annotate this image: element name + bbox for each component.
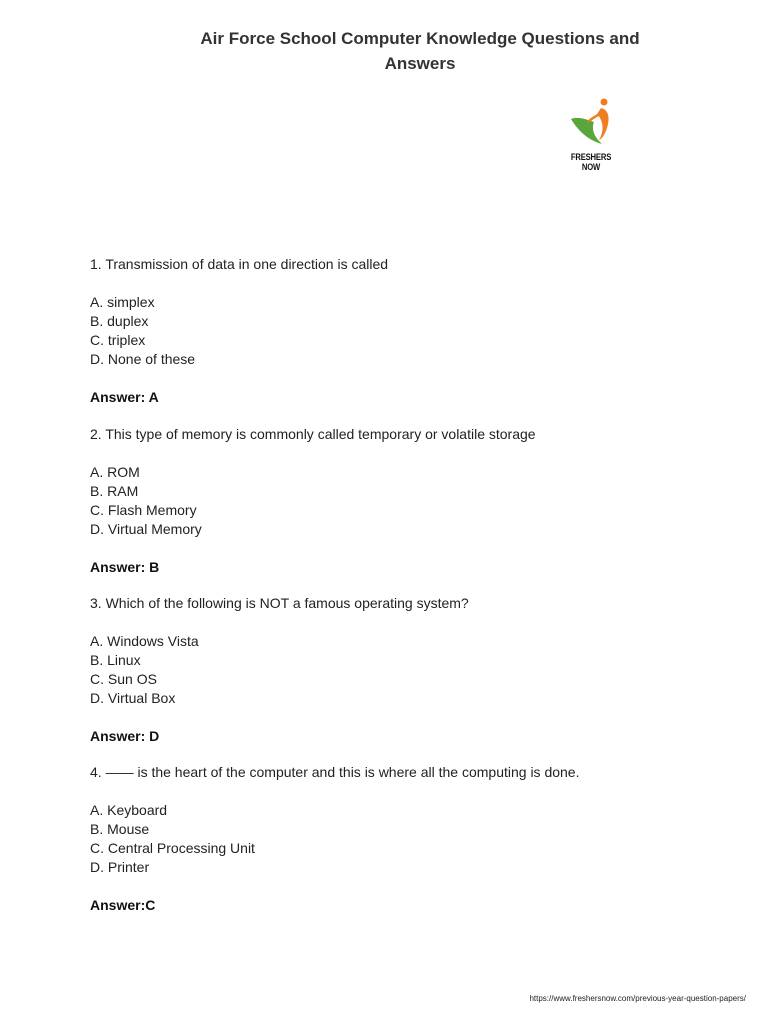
option-b: B. Mouse <box>90 821 150 837</box>
question-text: 1. Transmission of data in one direction is called <box>90 256 389 272</box>
option-d: D. Virtual Memory <box>90 521 202 537</box>
question-text: 3. Which of the following is NOT a famous operating system? <box>90 595 469 611</box>
page-title-line-1: Air Force School Computer Knowledge Questions and <box>200 29 640 48</box>
option-b: B. duplex <box>90 313 149 329</box>
question-block-4 <box>90 763 579 915</box>
option-b: B. Linux <box>90 652 141 668</box>
question-block-1 <box>90 255 388 407</box>
option-d: D. Printer <box>90 859 150 875</box>
question-text: 2. This type of memory is commonly called temporary or volatile storage <box>90 426 536 442</box>
answer-text: Answer: D <box>90 728 160 744</box>
freshers-now-logo <box>558 94 624 172</box>
option-c: C. Sun OS <box>90 671 157 687</box>
option-c: C. Central Processing Unit <box>90 840 255 856</box>
logo-figure-icon <box>558 94 624 150</box>
logo-text: FRESHERS NOW <box>570 152 612 172</box>
option-a: A. ROM <box>90 464 140 480</box>
option-a: A. Keyboard <box>90 802 168 818</box>
option-b: B. RAM <box>90 483 139 499</box>
option-a: A. Windows Vista <box>90 633 199 649</box>
question-block-3 <box>90 594 469 746</box>
answer-text: Answer:C <box>90 897 156 913</box>
option-c: C. Flash Memory <box>90 502 197 518</box>
options-list <box>90 632 469 708</box>
question-text: 4. —— is the heart of the computer and this is where all the computing is done. <box>90 764 580 780</box>
options-list <box>90 463 536 539</box>
option-c: C. triplex <box>90 332 146 348</box>
option-d: D. Virtual Box <box>90 690 176 706</box>
option-d: D. None of these <box>90 351 196 367</box>
footer-url[interactable]: https://www.freshersnow.com/previous-year-question-papers/ <box>529 994 746 1003</box>
options-list <box>90 293 388 369</box>
answer-text: Answer: B <box>90 559 160 575</box>
option-a: A. simplex <box>90 294 155 310</box>
question-block-2 <box>90 425 536 577</box>
options-list <box>90 801 579 877</box>
page-title-line-2: Answers <box>384 54 456 73</box>
page-title <box>180 26 660 76</box>
answer-text: Answer: A <box>90 389 159 405</box>
